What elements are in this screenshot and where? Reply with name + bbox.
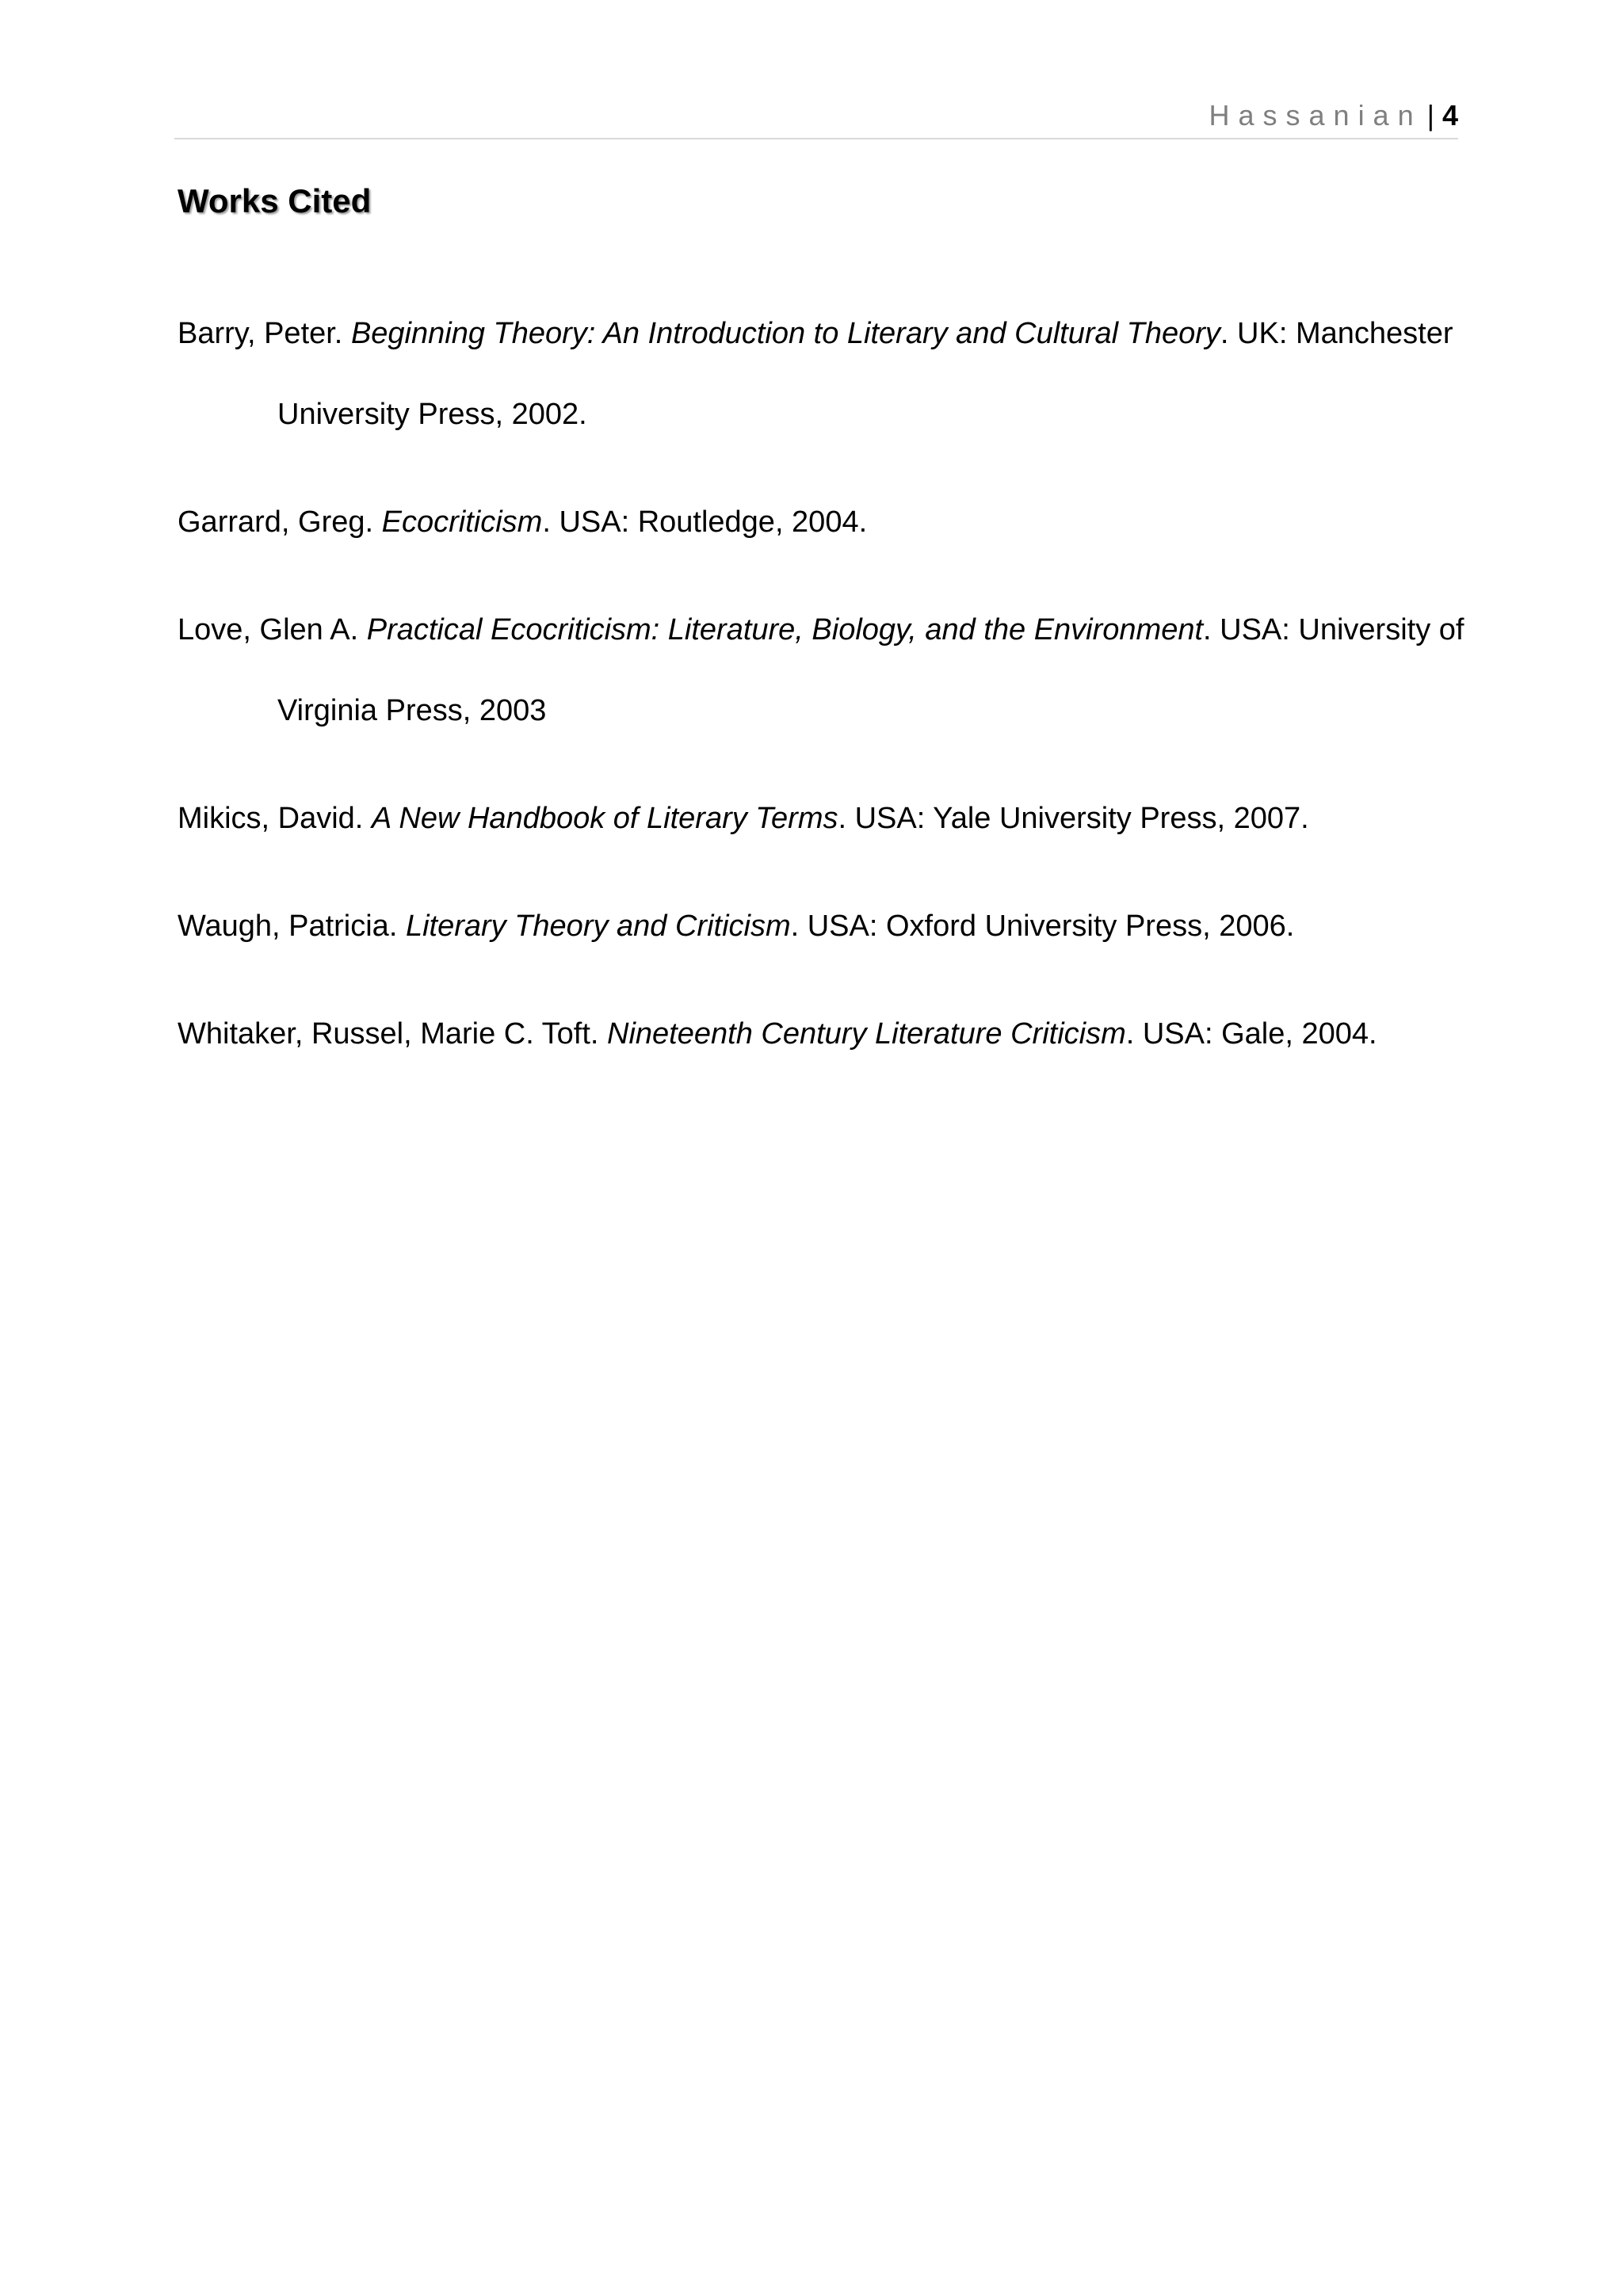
citation-author: Garrard, Greg. <box>178 505 382 539</box>
citation-publication: . USA: Oxford University Press, 2006. <box>790 910 1295 943</box>
citation-work-title: Beginning Theory: An Introduction to Literary and Cultural Theory <box>350 317 1220 350</box>
citation-author: Waugh, Patricia. <box>178 910 406 943</box>
citation-work-title: Nineteenth Century Literature Criticism <box>607 1017 1126 1051</box>
citation-work-title: Literary Theory and Criticism <box>405 910 791 943</box>
citation-publication: . UK: Manchester University Press, 2002. <box>277 317 1453 431</box>
citation-entry <box>178 589 1477 751</box>
citation-entry <box>178 886 1477 967</box>
header-separator: | <box>1426 99 1434 132</box>
page-title: Works Cited <box>178 182 372 219</box>
citation-entry <box>178 778 1477 859</box>
citation-work-title: Ecocriticism <box>381 505 543 539</box>
citation-author: Barry, Peter. <box>178 317 351 350</box>
page-header <box>174 93 1458 139</box>
citation-author: Mikics, David. <box>178 802 372 835</box>
header-author: Hassanian <box>1209 99 1423 132</box>
citation-entry <box>178 994 1477 1074</box>
citation-publication: . USA: University of Virginia Press, 2003 <box>277 613 1465 727</box>
header-text <box>1209 100 1459 132</box>
citation-work-title: Practical Ecocriticism: Literature, Biology, and the Environment <box>366 613 1204 646</box>
works-cited-list <box>178 293 1477 1101</box>
citation-work-title: A New Handbook of Literary Terms <box>371 802 838 835</box>
citation-author: Love, Glen A. <box>178 613 367 646</box>
citation-publication: . USA: Yale University Press, 2007. <box>838 802 1309 835</box>
citation-author: Whitaker, Russel, Marie C. Toft. <box>178 1017 608 1051</box>
citation-entry <box>178 482 1477 563</box>
page-number: 4 <box>1442 99 1458 132</box>
citation-entry <box>178 293 1477 455</box>
citation-publication: . USA: Gale, 2004. <box>1125 1017 1377 1051</box>
citation-publication: . USA: Routledge, 2004. <box>542 505 868 539</box>
